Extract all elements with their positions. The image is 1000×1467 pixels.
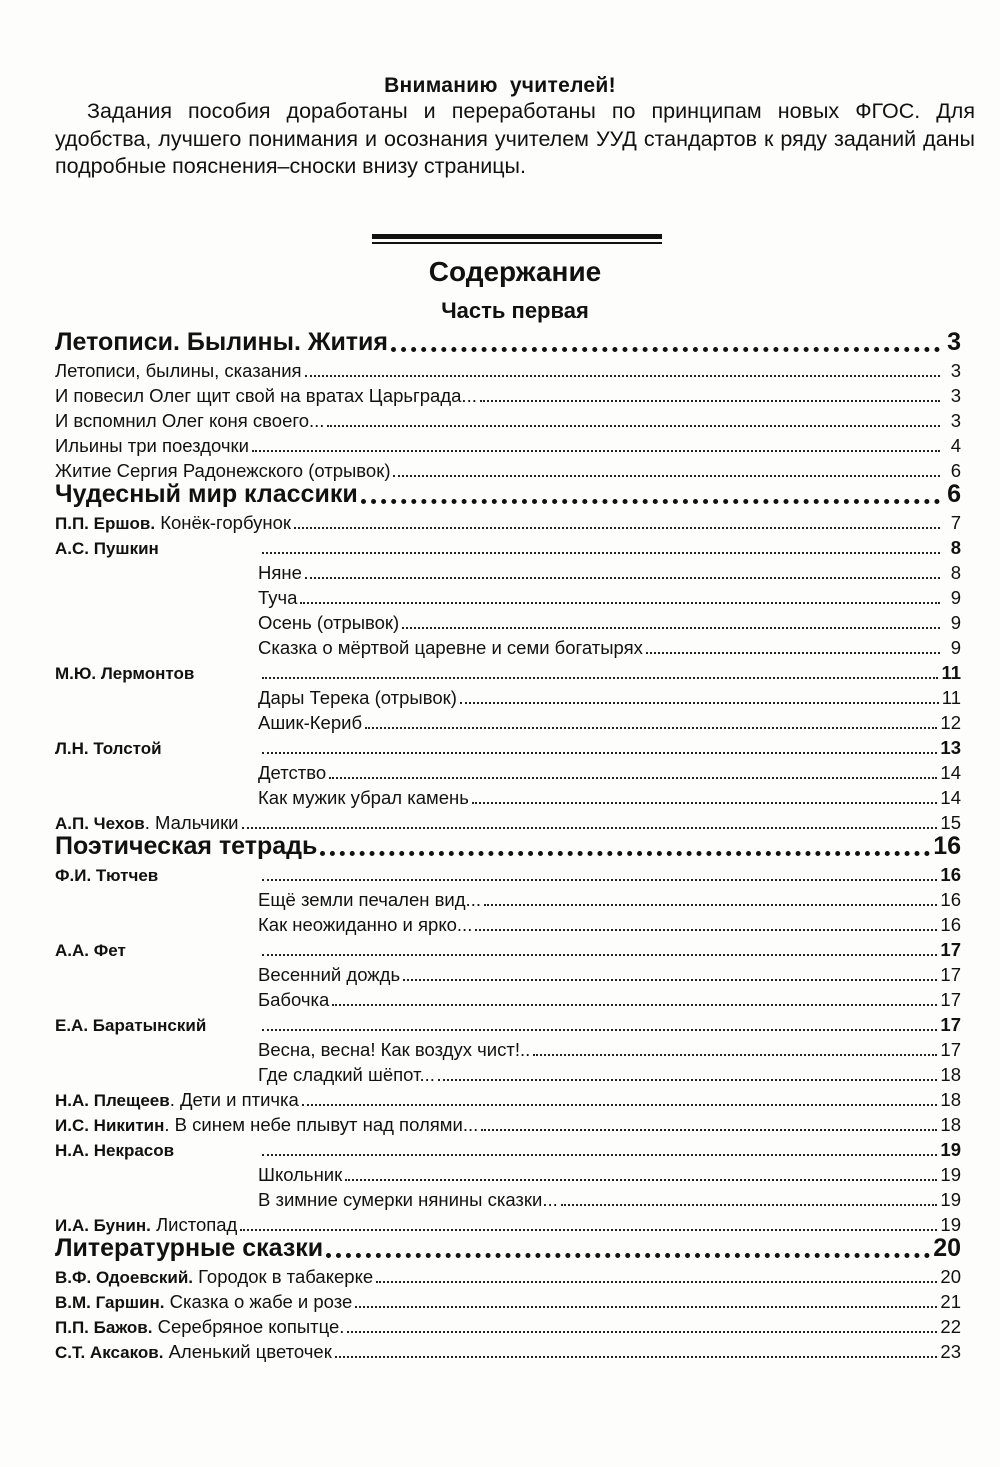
page-number: 19 [940,1139,961,1160]
dot-leader [480,400,940,402]
toc-entry-label [55,864,262,886]
toc-section-row[interactable] [55,834,961,861]
dot-leader [302,1104,938,1106]
toc-row[interactable] [55,709,961,734]
toc-entry-label [55,1164,342,1186]
entry-title: Сказка о мёртвой царевне и семи богатырях [258,637,643,658]
page-number: 3 [947,328,961,356]
entry-title: Конёк-горбунок [160,512,291,533]
toc-row[interactable] [55,559,961,584]
toc-row[interactable] [55,609,961,634]
entry-author: И.А. Бунин. [55,1216,151,1235]
divider-thick [372,234,662,239]
page-number: 16 [940,889,961,910]
dot-leader [240,1229,937,1231]
toc-entry-label [55,537,262,559]
dot-leader [305,375,940,377]
toc-entry-label [55,1114,478,1136]
toc-row[interactable] [55,936,961,961]
entry-title: Серебряное копытце. [157,1316,345,1337]
toc-section-row[interactable] [55,330,961,357]
toc-row[interactable] [55,407,961,432]
divider-thin [372,242,662,244]
page-number: 17 [940,964,961,985]
section-title: Чудесный мир классики [55,480,358,508]
dot-leader [294,527,940,529]
toc-row[interactable] [55,1313,961,1338]
toc-entry-label [55,1234,323,1263]
page-number: 21 [940,1291,961,1312]
entry-title: Где сладкий шёпот... [258,1064,435,1085]
toc-entry-label [55,1341,332,1363]
entry-title: Сказка о жабе и розе [169,1291,353,1312]
table-of-contents [55,330,961,1363]
toc-entry-label [55,1014,262,1036]
entry-title: Весна, весна! Как воздух чист!.. [258,1039,531,1060]
page-number: 3 [950,360,961,381]
entry-title: . Мальчики [144,812,239,833]
dot-leader [403,979,937,981]
page-number: 18 [940,1114,961,1135]
toc-entry-label [55,587,297,609]
page-number: 3 [950,410,961,431]
dot-leader [438,1079,938,1081]
toc-row[interactable] [55,1111,961,1136]
dot-leader [481,1129,937,1131]
entry-title: В зимние сумерки нянины сказки... [258,1189,558,1210]
page-number: 22 [940,1316,961,1337]
part-title: Часть первая [441,298,589,323]
page-number: 6 [947,480,961,508]
toc-entry-label [55,832,317,861]
page-number: 18 [940,1089,961,1110]
toc-entry-label [55,1291,352,1313]
page-number: 8 [950,537,961,558]
toc-entry-label [55,1189,558,1211]
toc-row[interactable] [55,1011,961,1036]
entry-author: Н.А. Плещеев [55,1091,170,1110]
page-number: 20 [933,1234,961,1262]
dot-leader [262,879,937,881]
dot-leader [391,347,940,352]
entry-title: . В синем небе плывут над полями... [164,1114,479,1135]
page-number: 16 [940,864,961,885]
dot-leader [561,1204,938,1206]
page-number: 16 [933,832,961,860]
page-number: 17 [940,1014,961,1035]
toc-entry-label [55,737,262,759]
page-number: 3 [950,385,961,406]
entry-author: Е.А. Баратынский [55,1016,207,1035]
toc-entry-label [55,1064,435,1086]
toc-entry-label [55,812,239,834]
page-number: 19 [940,1189,961,1210]
dot-leader [393,475,940,477]
toc-entry-label [55,410,324,432]
toc-row[interactable] [55,432,961,457]
toc-row[interactable] [55,684,961,709]
toc-entry-label [55,385,477,407]
toc-row[interactable] [55,784,961,809]
entry-title: Осень (отрывок) [258,612,400,633]
toc-row[interactable] [55,357,961,382]
entry-author: Н.А. Некрасов [55,1141,175,1160]
entry-title: Листопад [155,1214,238,1235]
toc-row[interactable] [55,1086,961,1111]
dot-leader [361,499,940,504]
toc-entry-label [55,1089,299,1111]
entry-title: Школьник [258,1164,343,1185]
toc-entry-label [55,964,400,986]
dot-leader [460,702,939,704]
toc-entry-label [55,712,362,734]
dot-leader [262,1154,937,1156]
section-title: Летописи. Былины. Жития [55,328,389,356]
entry-author: С.Т. Аксаков. [55,1343,164,1362]
page-number: 9 [950,637,961,658]
toc-entry-label [55,562,302,584]
toc-row[interactable] [55,886,961,911]
toc-entry-label [55,762,326,784]
toc-entry-label [55,687,457,709]
toc-entry-label [55,435,249,457]
page-number: 15 [940,812,961,833]
toc-row[interactable] [55,1186,961,1211]
page-number: 12 [940,712,961,733]
entry-title: И вспомнил Олег коня своего... [55,410,325,431]
toc-entry-label [55,360,302,382]
entry-title: Весенний дождь [258,964,401,985]
page-number: 20 [940,1266,961,1287]
dot-leader [646,652,940,654]
entry-title: Как мужик убрал камень [258,787,469,808]
entry-title: Няне [258,562,302,583]
dot-leader [335,1356,938,1358]
toc-section-row[interactable] [55,1236,961,1263]
toc-row[interactable] [55,1263,961,1288]
entry-title: Туча [258,587,298,608]
dot-leader [376,1281,937,1283]
notice-title: Вниманию учителей! [384,74,616,97]
entry-author: А.С. Пушкин [55,539,159,558]
entry-title: Городок в табакерке [198,1266,374,1287]
toc-row[interactable] [55,534,961,559]
entry-title: Ашик-Кериб [258,712,363,733]
dot-leader [262,552,940,554]
toc-entry-label [55,512,291,534]
entry-title: Ещё земли печален вид... [258,889,481,910]
toc-entry-label [55,460,390,482]
section-title: Литературные сказки [55,1234,324,1262]
toc-row[interactable] [55,1161,961,1186]
entry-title: . Дети и птичка [169,1089,299,1110]
toc-entry-label [55,1316,344,1338]
page-number: 7 [950,512,961,533]
page-number: 14 [940,787,961,808]
toc-row[interactable] [55,1136,961,1161]
toc-row[interactable] [55,382,961,407]
entry-author: М.Ю. Лермонтов [55,664,195,683]
dot-leader [262,677,938,679]
page-number: 17 [940,939,961,960]
entry-author: А.П. Чехов [55,814,145,833]
entry-author: Л.Н. Толстой [55,739,162,758]
dot-leader [484,904,937,906]
toc-row[interactable] [55,809,961,834]
entry-title: И повесил Олег щит свой на вратах Царьграда... [55,385,477,406]
toc-section-row[interactable] [55,482,961,509]
entry-title: Бабочка [258,989,330,1010]
page-number: 16 [940,914,961,935]
page-number: 9 [950,587,961,608]
entry-title: Житие Сергия Радонежского (отрывок) [55,460,391,481]
toc-row[interactable] [55,759,961,784]
toc-entry-label [55,480,358,509]
toc-row[interactable] [55,1061,961,1086]
toc-row[interactable] [55,634,961,659]
toc-entry-label [55,989,329,1011]
toc-row[interactable] [55,659,961,684]
toc-entry-label [55,1266,373,1288]
toc-row[interactable] [55,1036,961,1061]
dot-leader [345,1179,937,1181]
page-number: 23 [940,1341,961,1362]
dot-leader [475,929,937,931]
toc-entry-label [55,662,262,684]
toc-entry-label [55,1039,530,1061]
toc-row[interactable] [55,911,961,936]
dot-leader [320,851,930,856]
toc-entry-label [55,787,469,809]
page-number: 19 [940,1164,961,1185]
page-number: 19 [940,1214,961,1235]
entry-title: Аленький цветочек [168,1341,332,1362]
entry-author: В.Ф. Одоевский. [55,1268,194,1287]
toc-row[interactable] [55,457,961,482]
toc-entry-label [55,612,399,634]
entry-title: Детство [258,762,327,783]
page-number: 17 [940,989,961,1010]
dot-leader [262,954,937,956]
dot-leader [402,627,940,629]
entry-author: А.А. Фет [55,941,126,960]
entry-title: Летописи, былины, сказания [55,360,302,381]
dot-leader [326,1253,930,1258]
toc-row[interactable] [55,584,961,609]
toc-entry-label [55,328,388,357]
dot-leader [329,777,937,779]
dot-leader [305,577,940,579]
entry-author: И.С. Никитин [55,1116,165,1135]
dot-leader [262,1029,937,1031]
page-number: 4 [950,435,961,456]
toc-entry-label [55,1139,262,1161]
entry-author: Ф.И. Тютчев [55,866,159,885]
page-number: 11 [941,662,961,683]
toc-row[interactable] [55,734,961,759]
toc-entry-label [55,914,472,936]
toc-row[interactable] [55,986,961,1011]
dot-leader [327,425,940,427]
page-number: 8 [950,562,961,583]
page-number: 6 [950,460,961,481]
toc-row[interactable] [55,1211,961,1236]
toc-title: Содержание [428,256,602,287]
dot-leader [262,752,937,754]
entry-author: П.П. Бажов. [55,1318,153,1337]
dot-leader [332,1004,937,1006]
page-number: 11 [941,687,961,708]
toc-entry-label [55,637,643,659]
dot-leader [252,450,940,452]
dot-leader [347,1331,937,1333]
page-number: 18 [940,1064,961,1085]
toc-entry-label [55,1214,237,1236]
page-number: 14 [940,762,961,783]
entry-title: Как неожиданно и ярко... [258,914,473,935]
dot-leader [242,827,938,829]
dot-leader [355,1306,937,1308]
page-number: 13 [940,737,961,758]
page-number: 17 [940,1039,961,1060]
dot-leader [365,727,937,729]
dot-leader [472,802,938,804]
section-title: Поэтическая тетрадь [55,832,318,860]
entry-author: В.М. Гаршин. [55,1293,165,1312]
entry-title: Ильины три поездочки [55,435,249,456]
toc-row[interactable] [55,1338,961,1363]
toc-entry-label [55,939,262,961]
dot-leader [300,602,940,604]
toc-row[interactable] [55,1288,961,1313]
toc-row[interactable] [55,861,961,886]
toc-row[interactable] [55,961,961,986]
toc-row[interactable] [55,509,961,534]
entry-title: Дары Терека (отрывок) [258,687,457,708]
notice-text: Задания пособия доработаны и переработаны по принципам новых ФГОС. Для удобства, лучшего понимания и осознания учителем УУД стандартов к ряду заданий даны подробные пояснения–сноски внизу страницы. [55,99,975,178]
entry-author: П.П. Ершов. [55,514,156,533]
toc-entry-label [55,889,481,911]
dot-leader [533,1054,937,1056]
page-number: 9 [950,612,961,633]
